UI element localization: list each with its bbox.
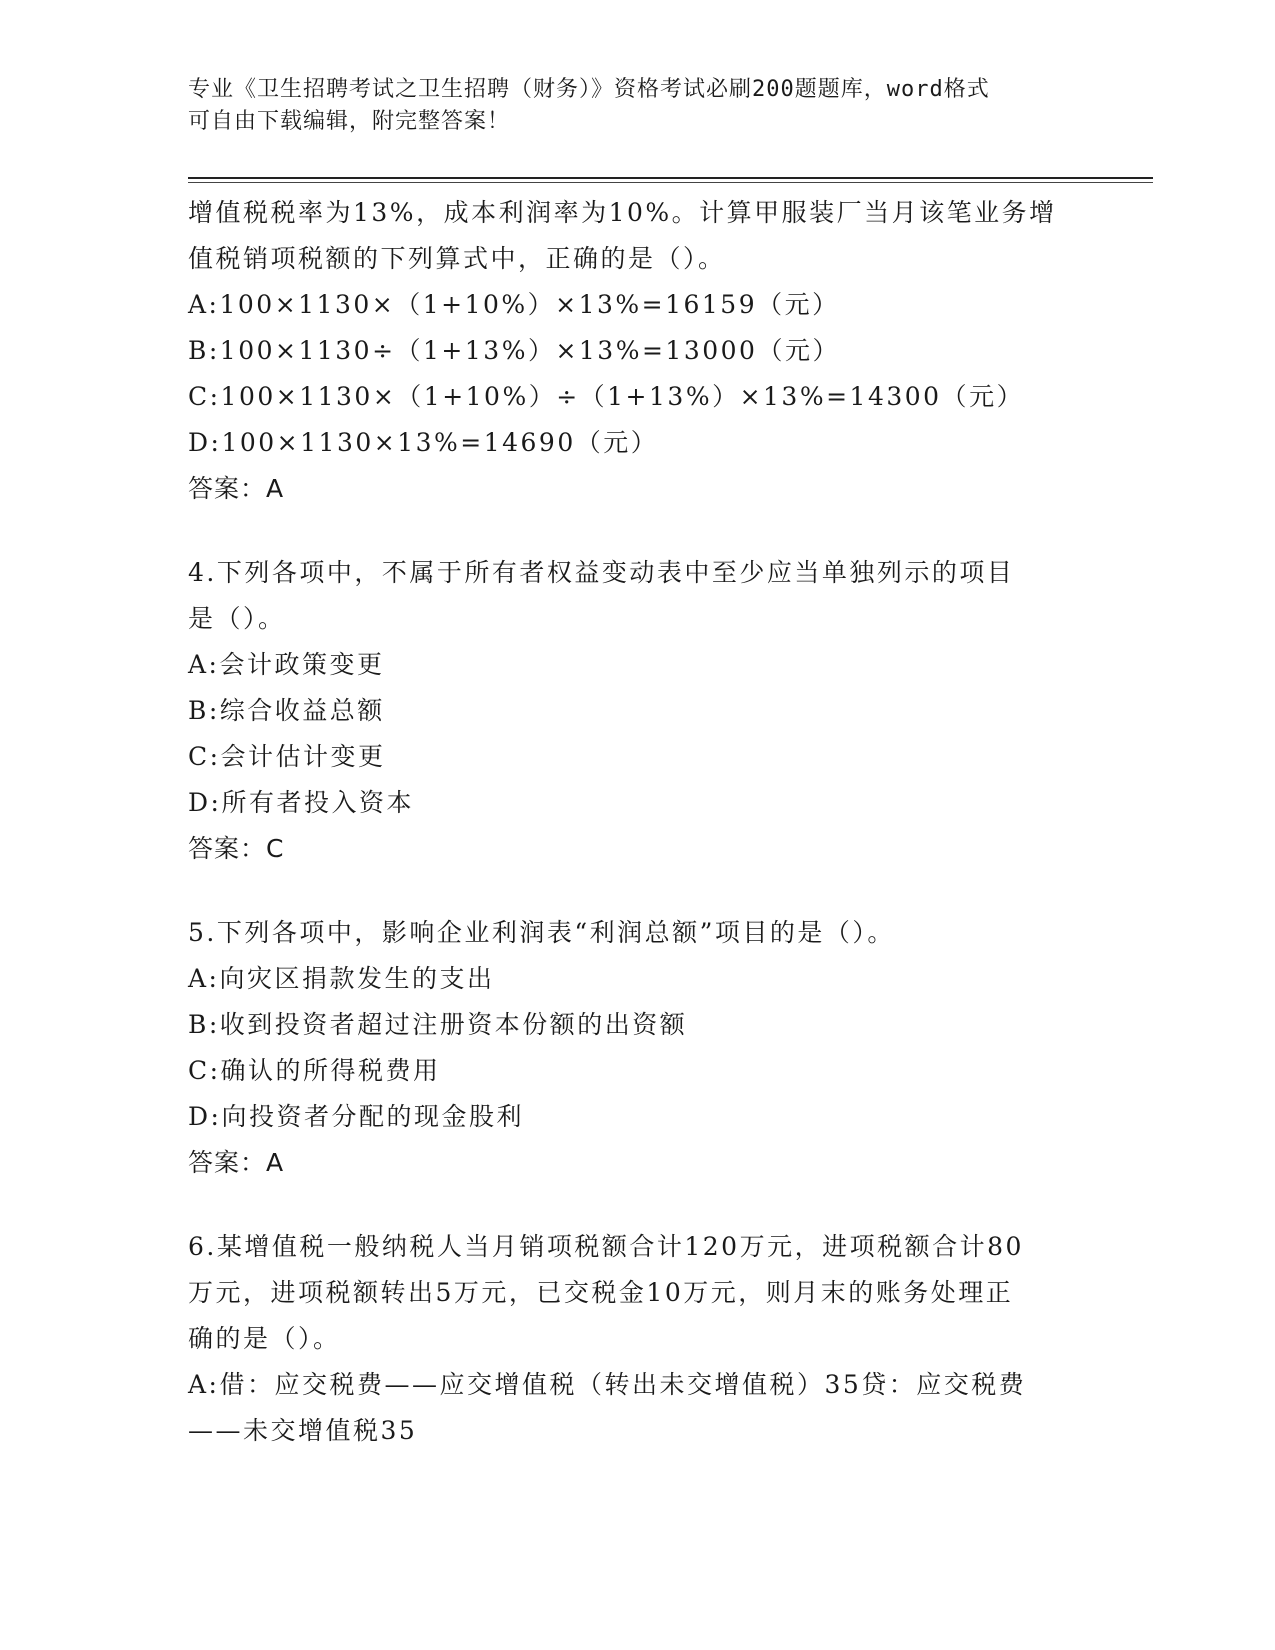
- question-stem-line: 5.下列各项中，影响企业利润表“利润总额”项目的是（）。: [188, 918, 895, 947]
- question-stem-line: 确的是（）。: [188, 1324, 341, 1353]
- question-stem-line: 4.下列各项中，不属于所有者权益变动表中至少应当单独列示的项目: [188, 558, 1015, 587]
- option-a: A:100×1130×（1+10%）×13%=16159（元）: [188, 290, 840, 319]
- option-b: B:收到投资者超过注册资本份额的出资额: [188, 1010, 688, 1039]
- option-b: B:综合收益总额: [188, 696, 385, 725]
- option-b: B:100×1130÷（1+13%）×13%=13000（元）: [188, 336, 840, 365]
- question-stem-line: 值税销项税额的下列算式中，正确的是（）。: [188, 244, 726, 273]
- answer: 答案：A: [188, 474, 285, 503]
- header-line-1: 专业《卫生招聘考试之卫生招聘（财务）》资格考试必刷200题题库，word格式: [188, 77, 990, 102]
- question-6: [188, 1224, 1088, 1454]
- header-rule-thick: [188, 177, 1153, 179]
- question-stem-line: 是（）。: [188, 604, 286, 633]
- option-a-continued: ——未交增值税35: [188, 1416, 418, 1445]
- spacer: [188, 1186, 1088, 1224]
- option-a: A:借：应交税费——应交增值税（转出未交增值税）35贷：应交税费: [188, 1370, 1027, 1399]
- question-content: [188, 190, 1088, 1454]
- question-4: [188, 550, 1088, 872]
- spacer: [188, 872, 1088, 910]
- question-5: [188, 910, 1088, 1186]
- question-stem-line: 增值税税率为13%，成本利润率为10%。计算甲服装厂当月该笔业务增: [188, 198, 1057, 227]
- spacer: [188, 512, 1088, 550]
- option-c: C:确认的所得税费用: [188, 1056, 441, 1085]
- question-stem-line: 6.某增值税一般纳税人当月销项税额合计120万元，进项税额合计80: [188, 1232, 1024, 1261]
- answer: 答案：C: [188, 834, 285, 863]
- option-c: C:100×1130×（1+10%）÷（1+13%）×13%=14300（元）: [188, 382, 1025, 411]
- question-3: [188, 190, 1088, 512]
- option-c: C:会计估计变更: [188, 742, 386, 771]
- option-a: A:向灾区捐款发生的支出: [188, 964, 495, 993]
- header-rule-thin: [188, 182, 1153, 183]
- question-stem-line: 万元，进项税额转出5万元，已交税金10万元，则月末的账务处理正: [188, 1278, 1014, 1307]
- answer: 答案：A: [188, 1148, 285, 1177]
- option-d: D:向投资者分配的现金股利: [188, 1102, 524, 1131]
- header-line-2: 可自由下载编辑，附完整答案！: [188, 109, 511, 134]
- option-a: A:会计政策变更: [188, 650, 385, 679]
- option-d: D:100×1130×13%=14690（元）: [188, 428, 659, 457]
- document-header: [188, 74, 1088, 138]
- option-d: D:所有者投入资本: [188, 788, 414, 817]
